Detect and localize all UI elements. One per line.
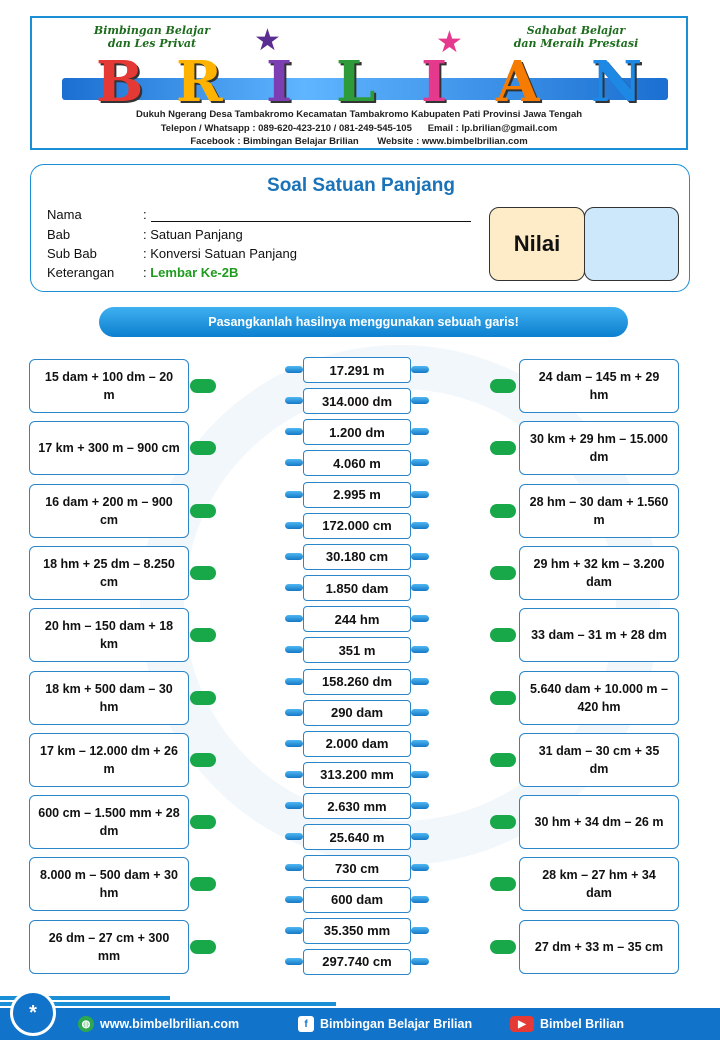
answer-box[interactable]: 158.260 dm	[303, 669, 411, 695]
connector-dot[interactable]	[411, 802, 429, 809]
connector-dot[interactable]	[411, 491, 429, 498]
answer-box[interactable]: 290 dam	[303, 700, 411, 726]
connector-dot[interactable]	[190, 753, 216, 767]
worksheet-title: Soal Satuan Panjang	[267, 175, 455, 196]
right-question-box[interactable]: 27 dm + 33 m – 35 cm	[519, 920, 679, 974]
tagline-right: Sahabat Belajar dan Meraih Prestasi	[513, 24, 639, 50]
answer-box[interactable]: 313.200 mm	[303, 762, 411, 788]
right-question-box[interactable]: 31 dam – 30 cm + 35 dm	[519, 733, 679, 787]
youtube-icon: ▶	[510, 1016, 534, 1032]
connector-dot[interactable]	[411, 428, 429, 435]
connector-dot[interactable]	[411, 709, 429, 716]
name-input-line[interactable]	[151, 221, 471, 222]
instruction-banner: Pasangkanlah hasilnya menggunakan sebuah garis!	[99, 307, 628, 337]
connector-dot[interactable]	[411, 771, 429, 778]
connector-dot[interactable]	[285, 802, 303, 809]
answer-box[interactable]: 600 dam	[303, 887, 411, 913]
connector-dot[interactable]	[411, 459, 429, 466]
connector-dot[interactable]	[490, 940, 516, 954]
connector-dot[interactable]	[411, 678, 429, 685]
worksheet-info-box: Soal Satuan Panjang Nama : Bab : Satuan Panjang Sub Bab : Konversi Satuan Panjang Keterangan : Lembar Ke-2B	[30, 164, 690, 292]
connector-dot[interactable]	[285, 491, 303, 498]
right-question-box[interactable]: 28 hm – 30 dam + 1.560 m	[519, 484, 679, 538]
left-question-box[interactable]: 17 km – 12.000 dm + 26 m	[29, 733, 189, 787]
answer-box[interactable]: 172.000 cm	[303, 513, 411, 539]
connector-dot[interactable]	[285, 459, 303, 466]
answer-box[interactable]: 25.640 m	[303, 824, 411, 850]
connector-dot[interactable]	[285, 709, 303, 716]
answer-box[interactable]: 730 cm	[303, 855, 411, 881]
connector-dot[interactable]	[411, 553, 429, 560]
connector-dot[interactable]	[190, 504, 216, 518]
connector-dot[interactable]	[190, 877, 216, 891]
answer-box[interactable]: 2.000 dam	[303, 731, 411, 757]
connector-dot[interactable]	[490, 691, 516, 705]
left-question-box[interactable]: 17 km + 300 m – 900 cm	[29, 421, 189, 475]
connector-dot[interactable]	[190, 441, 216, 455]
connector-dot[interactable]	[285, 896, 303, 903]
globe-icon: ◍	[78, 1016, 94, 1032]
connector-dot[interactable]	[490, 441, 516, 455]
connector-dot[interactable]	[411, 833, 429, 840]
footer-badge: *	[10, 990, 56, 1036]
connector-dot[interactable]	[285, 771, 303, 778]
nilai-label: Nilai	[489, 207, 585, 281]
answer-box[interactable]: 35.350 mm	[303, 918, 411, 944]
connector-dot[interactable]	[285, 584, 303, 591]
connector-dot[interactable]	[285, 366, 303, 373]
facebook-icon: f	[298, 1016, 314, 1032]
right-question-box[interactable]: 24 dam – 145 m + 29 hm	[519, 359, 679, 413]
footer-facebook[interactable]: f Bimbingan Belajar Brilian	[298, 1008, 472, 1040]
nilai-score-box[interactable]	[584, 207, 679, 281]
answer-box[interactable]: 314.000 dm	[303, 388, 411, 414]
connector-dot[interactable]	[490, 628, 516, 642]
connector-dot[interactable]	[285, 740, 303, 747]
left-question-box[interactable]: 26 dm – 27 cm + 300 mm	[29, 920, 189, 974]
answer-box[interactable]: 1.200 dm	[303, 419, 411, 445]
connector-dot[interactable]	[490, 815, 516, 829]
answer-box[interactable]: 351 m	[303, 637, 411, 663]
left-question-box[interactable]: 15 dam + 100 dm – 20 m	[29, 359, 189, 413]
left-question-box[interactable]: 8.000 m – 500 dam + 30 hm	[29, 857, 189, 911]
answer-box[interactable]: 2.630 mm	[303, 793, 411, 819]
answer-box[interactable]: 17.291 m	[303, 357, 411, 383]
connector-dot[interactable]	[411, 522, 429, 529]
answer-box[interactable]: 297.740 cm	[303, 949, 411, 975]
right-question-box[interactable]: 30 km + 29 hm – 15.000 dm	[519, 421, 679, 475]
connector-dot[interactable]	[190, 940, 216, 954]
answer-box[interactable]: 244 hm	[303, 606, 411, 632]
connector-dot[interactable]	[490, 504, 516, 518]
connector-dot[interactable]	[411, 958, 429, 965]
answer-box[interactable]: 30.180 cm	[303, 544, 411, 570]
left-question-box[interactable]: 16 dam + 200 m – 900 cm	[29, 484, 189, 538]
connector-dot[interactable]	[411, 927, 429, 934]
footer-youtube[interactable]: ▶ Bimbel Brilian	[510, 1008, 624, 1040]
left-question-box[interactable]: 600 cm – 1.500 mm + 28 dm	[29, 795, 189, 849]
connector-dot[interactable]	[411, 896, 429, 903]
right-question-box[interactable]: 33 dam – 31 m + 28 dm	[519, 608, 679, 662]
connector-dot[interactable]	[411, 740, 429, 747]
connector-dot[interactable]	[285, 428, 303, 435]
connector-dot[interactable]	[190, 628, 216, 642]
connector-dot[interactable]	[285, 646, 303, 653]
brand-logo: B R I L I A N	[96, 49, 643, 115]
answer-box[interactable]: 1.850 dam	[303, 575, 411, 601]
connector-dot[interactable]	[285, 553, 303, 560]
connector-dot[interactable]	[190, 566, 216, 580]
answer-box[interactable]: 4.060 m	[303, 450, 411, 476]
connector-dot[interactable]	[490, 379, 516, 393]
connector-dot[interactable]	[285, 833, 303, 840]
connector-dot[interactable]	[190, 379, 216, 393]
connector-dot[interactable]	[411, 615, 429, 622]
answer-box[interactable]: 2.995 m	[303, 482, 411, 508]
header-banner	[30, 16, 688, 150]
connector-dot[interactable]	[490, 877, 516, 891]
right-question-box[interactable]: 28 km – 27 hm + 34 dam	[519, 857, 679, 911]
connector-dot[interactable]	[190, 691, 216, 705]
connector-dot[interactable]	[490, 566, 516, 580]
header-address: Dukuh Ngerang Desa Tambakromo Kecamatan Tambakromo Kabupaten Pati Provinsi Jawa Tengah Telepon / Whatsapp : 089-620-423-210 / 081-249-545-105 Email : lp.brilian@gmail.com Facebook : Bimbingan Belajar Brilian Website : www.bimbelbrilian.com	[135, 109, 583, 147]
connector-dot[interactable]	[411, 864, 429, 871]
connector-dot[interactable]	[285, 615, 303, 622]
connector-dot[interactable]	[411, 397, 429, 404]
right-question-box[interactable]: 30 hm + 34 dm – 26 m	[519, 795, 679, 849]
footer-website[interactable]: ◍ www.bimbelbrilian.com	[78, 1008, 239, 1040]
connector-dot[interactable]	[490, 753, 516, 767]
connector-dot[interactable]	[411, 646, 429, 653]
star-icon: ★	[254, 24, 281, 57]
connector-dot[interactable]	[285, 927, 303, 934]
left-question-box[interactable]: 18 hm + 25 dm – 8.250 cm	[29, 546, 189, 600]
connector-dot[interactable]	[411, 584, 429, 591]
right-question-box[interactable]: 29 hm + 32 km – 3.200 dam	[519, 546, 679, 600]
connector-dot[interactable]	[285, 678, 303, 685]
connector-dot[interactable]	[285, 522, 303, 529]
right-question-box[interactable]: 5.640 dam + 10.000 m – 420 hm	[519, 671, 679, 725]
connector-dot[interactable]	[411, 366, 429, 373]
star-icon: ★	[436, 26, 463, 59]
connector-dot[interactable]	[285, 397, 303, 404]
left-question-box[interactable]: 20 hm – 150 dam + 18 km	[29, 608, 189, 662]
connector-dot[interactable]	[285, 864, 303, 871]
connector-dot[interactable]	[285, 958, 303, 965]
left-question-box[interactable]: 18 km + 500 dam – 30 hm	[29, 671, 189, 725]
connector-dot[interactable]	[190, 815, 216, 829]
tagline-left: Bimbingan Belajar dan Les Privat	[93, 24, 211, 50]
